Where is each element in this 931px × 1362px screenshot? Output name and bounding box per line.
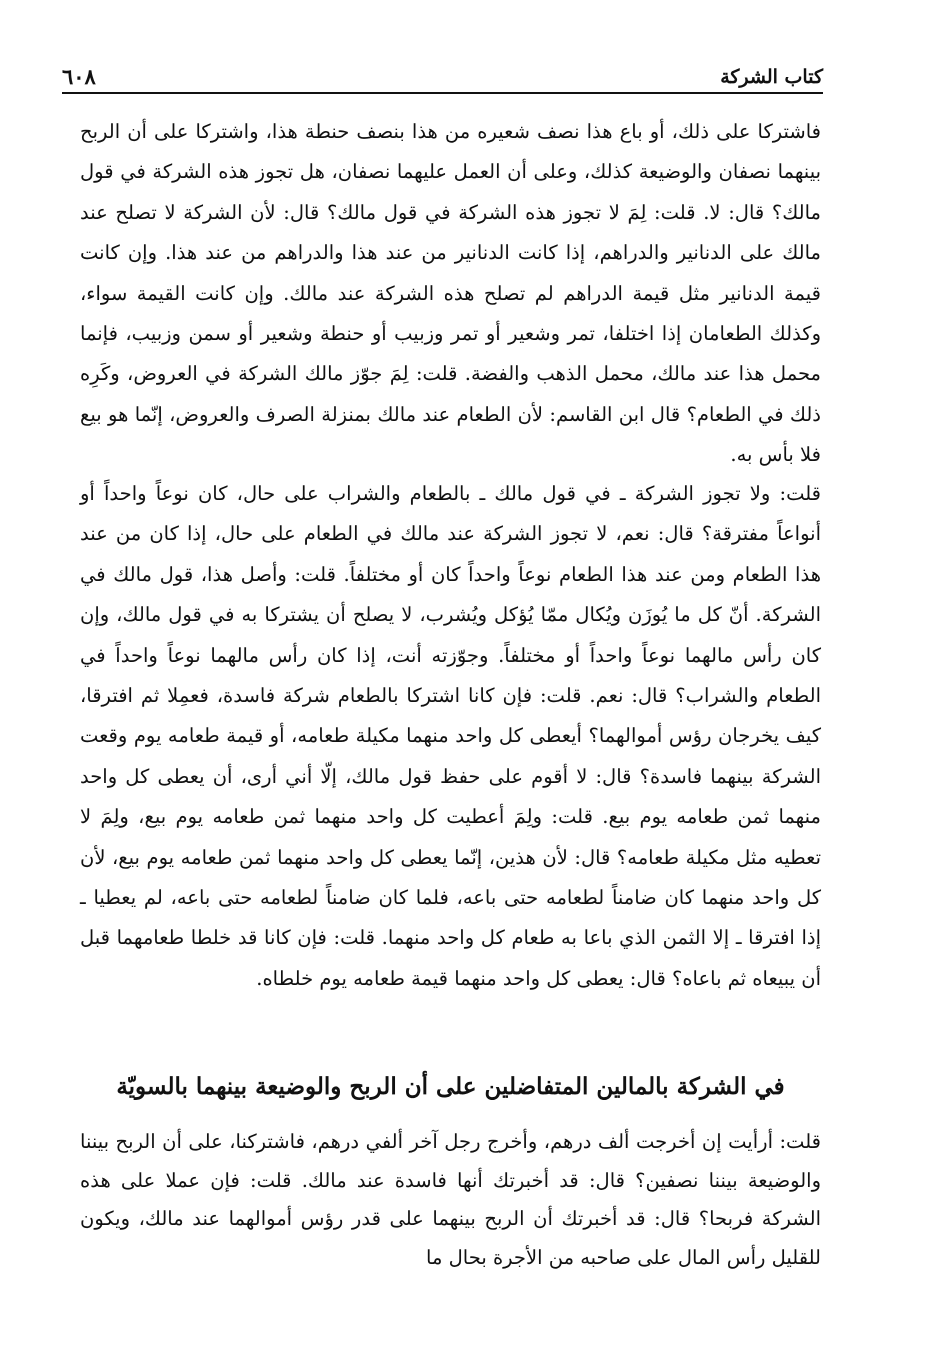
page-number: ٦٠٨: [62, 64, 96, 89]
header-rule: [62, 92, 823, 94]
body-paragraph: قلت: أرأيت إن أخرجت ألف درهم، وأخرج رجل آخر ألفي درهم، فاشتركنا، على أن الربح بيننا والوضيعة بيننا نصفين؟ قال: قد أخبرتك أنها فاسدة عند مالك. قلت: فإن عملا على هذه الشركة فربحا؟ قال: قد أخبرتك أن الربح بينهما على قدر رؤس أموالهما عند مالك، ويكون للقليل رأس المال على صاحبه من الأجرة بحال ما: [80, 1130, 821, 1269]
running-title: كتاب الشركة: [720, 66, 823, 88]
page-header: [62, 52, 823, 92]
body-paragraph: قلت: ولا تجوز الشركة ـ في قول مالك ـ بالطعام والشراب على حال، كان نوعاً واحداً أو أنواعاً مفترقة؟ قال: نعم، لا تجوز الشركة عند مالك في الطعام على حال، إذا كان من عند هذا الطعام ومن عند هذا الطعام نوعاً واحداً كان أو مختلفاً. قلت: وأصل هذا، قول مالك في الشركة. أنّ كل ما يُوزَن ويُكال ممّا يُؤكل ويُشرب، لا يصلح أن يشتركا به في قول مالك، وإن كان رأس مالهما نوعاً واحداً أو مختلفاً. وجوّزته أنت، إذا كان رأس مالهما نوعاً واحداً في الطعام والشراب؟ قال: نعم. قلت: فإن كانا اشتركا بالطعام شركة فاسدة، فعمِلا ثم افترقا، كيف يخرجان رؤس أموالهما؟ أيعطى كل واحد منهما مكيلة طعامه، أو قيمة طعامه يوم وقعت الشركة بينهما فاسدة؟ قال: لا أقوم على حفظ قول مالك، إلّا أني أرى، أن يعطى كل واحد منهما ثمن طعامه يوم بيع. قلت: ولِمَ أعطيت كل واحد منهما ثمن طعامه يوم بيع، ولِمَ لا تعطيه مثل مكيلة طعامه؟ قال: لأن هذين، إنّما يعطى كل واحد منهما ثمن طعامه يوم بيع، لأن كل واحد منهما كان ضامناً لطعامه حتى باعه، فلما كان ضامناً لطعامه حتى باعه، لم يعطيا ـ إذا افترقا ـ إلا الثمن الذي باعا به طعام كل واحد منهما. قلت: فإن كانا قد خلطا طعامهما قبل أن يبيعاه ثم باعاه؟ قال: يعطى كل واحد منهما قيمة طعامه يوم خلطاه.: [80, 482, 822, 990]
section-heading: في الشركة بالمالين المتفاضلين على أن الربح والوضيعة بينهما بالسويّة: [116, 1073, 785, 1100]
body-paragraph: فاشتركا على ذلك، أو باع هذا نصف شعيره من هذا بنصف حنطة هذا، واشتركا على أن الربح بينهما نصفان والوضيعة كذلك، وعلى أن العمل عليهما نصفان، هل تجوز هذه الشركة في قول مالك؟ قال: لا. قلت: لِمَ لا تجوز هذه الشركة في قول مالك؟ قال: لأن الشركة لا تصلح عند مالك على الدنانير والدراهم، إذا كانت الدنانير من عند هذا والدراهم من عند هذا. وإن كانت قيمة الدنانير مثل قيمة الدراهم لم تصلح هذه الشركة عند مالك. وإن كانت القيمة سواء، وكذلك الطعامان إذا اختلفا، تمر وشعير أو تمر وزبيب أو حنطة وشعير أو سمن وزبيب، فإنما محمل هذا عند مالك، محمل الذهب والفضة. قلت: لِمَ جوّز مالك الشركة في العروض، وكَرِه ذلك في الطعام؟ قال ابن القاسم: لأن الطعام عند مالك بمنزلة الصرف والعروض، إنّما هو بيع فلا بأس به.: [80, 120, 821, 467]
